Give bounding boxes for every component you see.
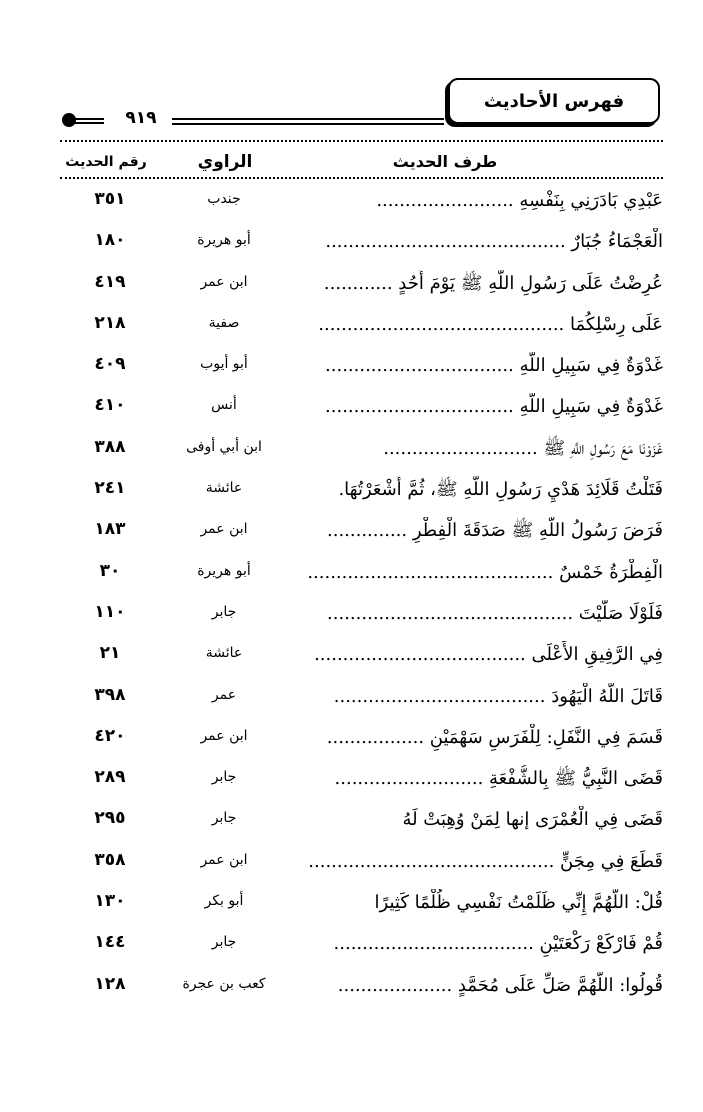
hadith-number: ١٢٨	[94, 973, 126, 994]
hadith-list	[60, 183, 663, 1009]
hadith-number: ٢١	[99, 643, 121, 664]
list-item	[60, 348, 663, 389]
hadith-number: ١٤٤	[94, 932, 126, 953]
list-item	[60, 761, 663, 802]
list-item	[60, 637, 663, 678]
hadith-text: فَرَضَ رَسُولُ اللَّهِ ﷺ صَدَقَةَ الْفِطْرِ ..............	[327, 520, 663, 542]
hadith-text: قُمْ فَارْكَعْ رَكْعَتَيْنِ ...................................	[333, 933, 663, 955]
list-item	[60, 844, 663, 885]
section-title-box	[448, 78, 660, 124]
hadith-number: ٤٢٠	[94, 725, 126, 746]
hadith-number: ٤١٩	[94, 271, 126, 292]
hadith-text: غَدْوَةٌ فِي سَبِيلِ اللَّهِ .................................	[325, 355, 663, 377]
list-item	[60, 513, 663, 554]
hadith-number: ١١٠	[94, 601, 126, 622]
hadith-text: الْعَجْمَاءُ جُبَارٌ ..........................................	[325, 231, 663, 253]
hadith-text: غَدْوَةٌ فِي سَبِيلِ اللَّهِ .................................	[325, 396, 663, 418]
page-number: ٩١٩	[125, 108, 157, 128]
narrator-name: ابن عمر	[200, 727, 248, 744]
list-item	[60, 307, 663, 348]
hadith-number: ١٣٠	[94, 891, 126, 912]
column-header-narrator: الراوي	[197, 152, 253, 172]
hadith-text: قُولُوا: اللَّهُمَّ صَلِّ عَلَى مُحَمَّدٍ ....................	[337, 974, 663, 996]
narrator-name: أبو بكر	[204, 893, 244, 910]
ornament-dot-icon	[62, 113, 76, 127]
hadith-text: فَلَوْلَا صَلَّيْتَ ...........................................	[327, 602, 663, 624]
header-divider-bottom	[60, 177, 663, 179]
narrator-name: عمر	[211, 686, 237, 703]
narrator-name: كعب بن عجرة	[182, 975, 266, 992]
narrator-name: ابن أبي أوفى	[186, 438, 262, 455]
hadith-number: ٤٠٩	[94, 354, 126, 375]
narrator-name: جابر	[211, 603, 237, 620]
column-header-hadith: طرف الحديث	[392, 152, 498, 171]
hadith-text: قُلْ: اللَّهُمَّ إِنِّي ظَلَمْتُ نَفْسِي ظُلْمًا كَثِيرًا	[374, 892, 663, 914]
hadith-number: ٢٤١	[94, 478, 126, 499]
list-item	[60, 431, 663, 472]
hadith-text: قَضَى فِي الْعُمْرَى إنها لِمَنْ وُهِبَتْ لَهُ	[402, 809, 663, 831]
header-rule-top	[172, 118, 444, 120]
list-item	[60, 266, 663, 307]
header-divider-top	[60, 140, 663, 142]
ornament-short-rule-2	[74, 122, 104, 124]
hadith-number: ٣٥١	[94, 189, 126, 209]
hadith-number: ١٨٠	[94, 230, 126, 251]
narrator-name: أنس	[211, 397, 237, 414]
narrator-name: أبو أيوب	[200, 356, 248, 373]
hadith-text: قَضَى النَّبِيُّ ﷺ بِالشُّفْعَةِ ..........................	[334, 768, 663, 790]
narrator-name: أبو هريرة	[197, 232, 251, 249]
narrator-name: عائشة	[205, 645, 243, 662]
hadith-text: قَطَعَ فِي مِجَنٍّ ...........................................	[308, 850, 663, 872]
hadith-text: عُرِضْتُ عَلَى رَسُولِ اللَّهِ ﷺ يَوْمَ أُحُدٍ ............	[323, 272, 663, 294]
hadith-number: ١٨٣	[94, 519, 126, 540]
list-item	[60, 926, 663, 967]
list-item	[60, 555, 663, 596]
hadith-text: فِي الرَّفِيقِ الأَعْلَى .....................................	[314, 644, 663, 666]
list-item	[60, 968, 663, 1009]
hadith-number: ٣٠	[99, 560, 121, 581]
narrator-name: ابن عمر	[200, 521, 248, 538]
narrator-name: جابر	[211, 810, 237, 827]
hadith-number: ٤١٠	[94, 395, 126, 416]
hadith-text: غَزَوْنَا مَعَ رَسُولِ اللَّهِ ﷺ ...........................	[383, 437, 663, 459]
narrator-name: جندب	[207, 191, 241, 207]
hadith-text: قَسَمَ فِي النَّفَلِ: لِلْفَرَسِ سَهْمَيْنِ .................	[326, 726, 663, 748]
list-item	[60, 472, 663, 513]
hadith-number: ٢٨٩	[94, 767, 126, 788]
hadith-text: عَلَى رِسْلِكُمَا ...........................................	[318, 313, 663, 335]
narrator-name: عائشة	[205, 480, 243, 497]
hadith-text: عَبْدِي بَادَرَنِي بِنَفْسِهِ ........................	[376, 190, 663, 211]
hadith-text: الْفِطْرَةُ خَمْسٌ ...........................................	[307, 561, 663, 583]
list-item	[60, 802, 663, 843]
list-item	[60, 720, 663, 761]
hadith-text: فَتَلْتُ قَلَائِدَ هَدْيِ رَسُولِ اللَّهِ ﷺ، ثُمَّ أَشْعَرْتُهَا.	[338, 479, 663, 501]
list-item	[60, 596, 663, 637]
list-item	[60, 389, 663, 430]
hadith-number: ٣٨٨	[94, 436, 126, 457]
hadith-number: ٢١٨	[94, 312, 126, 333]
narrator-name: جابر	[211, 934, 237, 951]
list-item	[60, 679, 663, 720]
list-item	[60, 885, 663, 926]
narrator-name: أبو هريرة	[197, 562, 251, 579]
column-header-number: رقم الحديث	[65, 154, 147, 170]
narrator-name: ابن عمر	[200, 851, 248, 868]
hadith-number: ٣٥٨	[94, 849, 126, 870]
narrator-name: ابن عمر	[200, 273, 248, 290]
list-item	[60, 224, 663, 265]
hadith-number: ٢٩٥	[94, 808, 126, 829]
section-title: فهرس الأحاديث	[483, 90, 625, 112]
header-rule-bottom	[172, 123, 444, 125]
list-item	[60, 183, 663, 224]
narrator-name: جابر	[211, 769, 237, 786]
narrator-name: صفية	[208, 314, 240, 331]
hadith-text: قَاتَلَ اللَّهُ الْيَهُودَ .....................................	[333, 685, 663, 707]
hadith-number: ٣٩٨	[94, 684, 126, 705]
ornament-short-rule	[74, 118, 104, 120]
